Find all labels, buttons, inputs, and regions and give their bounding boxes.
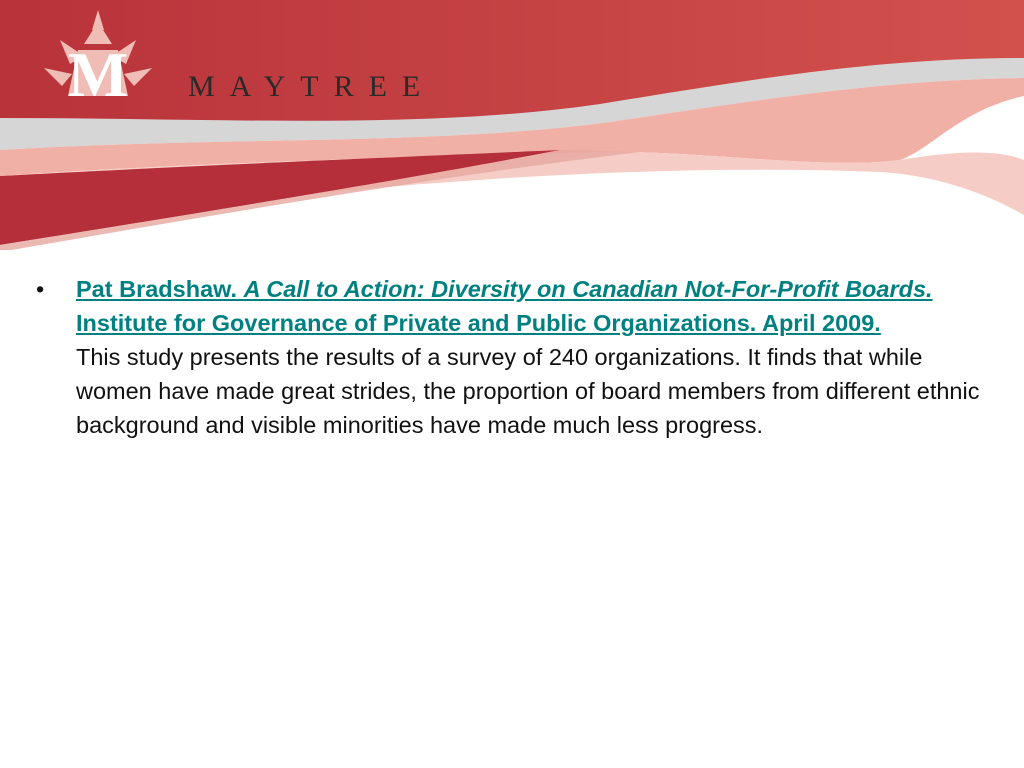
- description: This study presents the results of a survey of 240 organizations. It finds that while women have made great strides, the proportion of board members from different ethnic background and visible minorities have made much less progress.: [76, 344, 980, 438]
- brand-name: MAYTREE: [188, 70, 436, 103]
- author: Pat Bradshaw.: [76, 276, 238, 302]
- header-banner: [0, 0, 1024, 250]
- logo-letter: M: [67, 39, 129, 110]
- publisher: Institute for Governance of Private and Public Organizations. April 2009.: [76, 310, 881, 336]
- reference-item: [28, 272, 988, 442]
- bullet: •: [36, 276, 45, 302]
- publication-title: A Call to Action: Diversity on Canadian Not-For-Profit Boards.: [243, 276, 933, 302]
- reference-text: [76, 272, 988, 442]
- reference-link[interactable]: [76, 276, 933, 336]
